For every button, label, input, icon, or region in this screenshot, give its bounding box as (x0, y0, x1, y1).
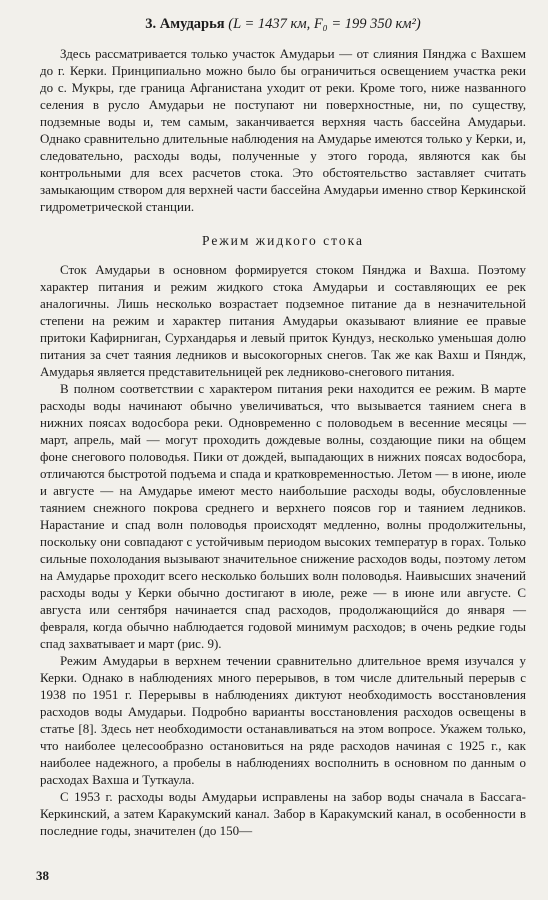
subsection-heading: Режим жидкого стока (202, 233, 364, 248)
paragraph-observations: Режим Амударьи в верхнем течении сравнительно длительное время изучался у Керки. Однако в наблюдениях много перерывов, в том числе длительный перерыв с 1938 по 1951 г. Перерывы в наблюдениях диктуют необходимость восстановления расходов воды Амударьи. Подробно варианты восстановления расходов освещены в статье [8]. Здесь нет необходимости останавливаться на этом вопросе. Укажем только, что наиболее целесообразно остановиться на ряде расходов начиная с 1925 г., как наиболее надежного, а пробелы в наблюдениях восполнить в основном по данным о расходах Вахша и Туткаула. (40, 653, 526, 787)
paragraph-regime: В полном соответствии с характером питания реки находится ее режим. В марте расходы воды начинают обычно увеличиваться, что вызывается таянием снега в нижних поясах водосбора реки. Одновременно с половодьем в весенние месяцы — март, апрель, май — могут проходить дождевые волны, создающие пики на общем фоне снегового половодья. Пики от дождей, выпадающих в нижних поясах водосбора, отличаются быстротой подъема и спада и кратковременностью. Летом — в июне, июле и августе — на Амударье имеют место наибольшие расходы воды, обусловленные таянием снежного покрова среднего и верхнего поясов гор и таянием ледников. Нарастание и спад волн половодья происходят медленно, волны продолжительны, поскольку они совпадают с устойчивым периодом высоких температур в горах. Только сильные похолодания вызывают значительное снижение расходов воды, поэтому летом на Амударье проходит всего несколько больших волн половодья. Наивысших значений расходы воды у Керки обычно достигают в июле, реже — в июне или августе. С августа или сентября начинается спад расходов, продолжающийся до января — февраля, когда обычно наблюдается годовой минимум расходов; в очень редкие годы спад захватывает и март (рис. 9). (40, 381, 526, 651)
intro-paragraph: Здесь рассматривается только участок Амударьи — от слияния Пянджа с Вахшем до г. Керки. Принципиально можно было бы ограничиться освещением участка реки до с. Мукры, где граница Афганистана уходит от реки. Кроме того, ниже названного селения в русло Амударьи не поступают ни поверхностные, ни, по существу, подземные воды и, тем самым, заканчивается верхняя часть бассейна Амударьи. Однако сравнительно длительные наблюдения на Амударье имеются только у Керки, и, следовательно, расходы воды, полученные у этого города, являются как бы контрольными для всех расчетов стока. Это обстоятельство заставляет считать замыкающим створом для верхней части бассейна Амударьи именно створ Керкинской гидрометрической станции. (40, 46, 526, 214)
section-parameters: (L = 1437 км, F₀ = 199 350 км²) (228, 16, 421, 32)
paragraph-canal-withdrawal: С 1953 г. расходы воды Амударьи исправлены на забор воды сначала в Бассага-Керкинский, а затем Каракумский канал. Забор в Каракумский канал, в особенности в последние годы, значителен (до 150— (40, 789, 526, 838)
paragraph-feeding: Сток Амударьи в основном формируется стоком Пянджа и Вахша. Поэтому характер питания и режим жидкого стока Амударьи и составляющих ее рек аналогичны. Лишь несколько возрастает подземное питание да в незначительной степени на режим и характер питания Амударьи оказывают влияние ее правые притоки Кафирниган, Сурхандарья и левый приток Кундуз, несколько уменьшая долю питания за счет таяния ледников и высокогорных снегов. Так же как Вахш и Пяндж, Амударья является представительницей рек ледниково-снегового питания. (40, 262, 526, 379)
section-title (40, 16, 526, 33)
section-number-name: 3. Амударья (145, 16, 225, 32)
page-number: 38 (36, 868, 49, 883)
